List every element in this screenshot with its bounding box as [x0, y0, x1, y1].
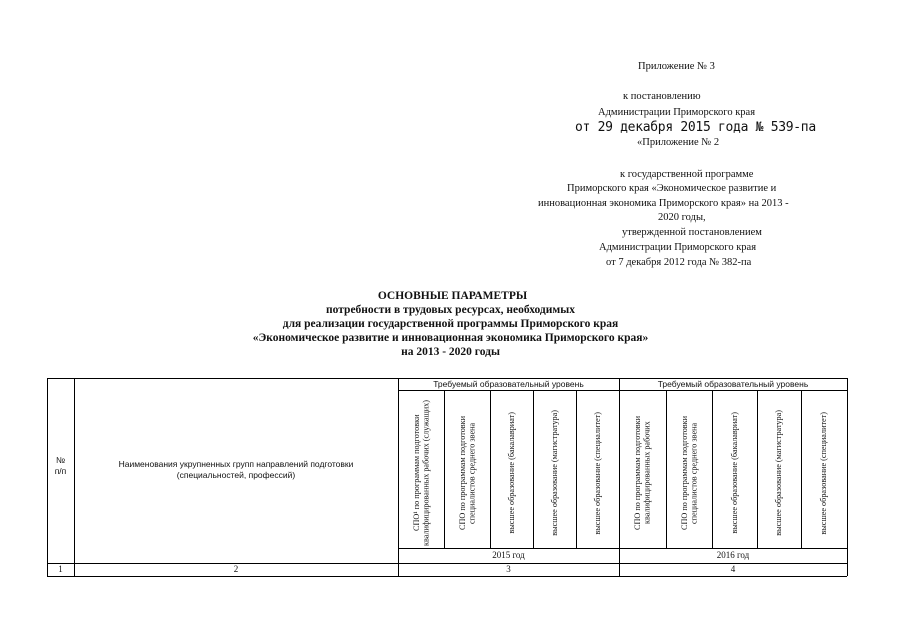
- group-header-2015: Требуемый образовательный уровень: [433, 379, 584, 389]
- level-header-2016: высшее образование (бакалавриат): [729, 412, 739, 534]
- year-2015: 2015 год: [492, 550, 525, 560]
- row-number: 1: [58, 564, 63, 574]
- to-program: к государственной программе: [620, 169, 754, 180]
- table-border-left: [47, 378, 48, 576]
- level-header-2015: высшее образование (специалитет): [592, 411, 602, 535]
- program-line-3: 2020 годы,: [658, 212, 706, 223]
- stamp-date: от 29 декабря 2015 года № 539-па: [575, 120, 816, 135]
- level-header-2016: высшее образование (специалитет): [819, 411, 829, 535]
- approved: утвержденной постановлением: [622, 227, 762, 238]
- appendix-number: Приложение № 3: [638, 61, 715, 72]
- title-line-5: на 2013 - 2020 годы: [401, 346, 500, 358]
- level-header-2015: высшее образование (бакалавриат): [506, 412, 516, 534]
- row-number: 4: [730, 564, 736, 574]
- year-2016: 2016 год: [716, 550, 750, 560]
- table-border-right: [847, 378, 848, 576]
- level-header-2016: СПО по программам подготовки специалистов среднего звена: [679, 416, 698, 531]
- title-line-2: потребности в трудовых ресурсах, необходимых: [326, 304, 575, 316]
- administration: Администрации Приморского края: [598, 107, 756, 118]
- title-line-4: «Экономическое развитие и инновационная экономика Приморского края»: [252, 332, 649, 344]
- row-number: 3: [506, 564, 511, 574]
- group-header-2016: Требуемый образовательный уровень: [657, 379, 809, 389]
- col-name-header: Наименования укрупненных групп направлений подготовки (специальностей, профессий): [118, 459, 354, 480]
- row-number: 2: [233, 564, 239, 574]
- to-resolution: к постановлению: [623, 91, 701, 102]
- table-rule: [398, 390, 847, 391]
- level-header-2016: СПО по программам подготовки квалифицированных рабочих: [633, 416, 652, 531]
- table-border-bottom: [47, 576, 847, 577]
- col-number-header: № п/п: [54, 455, 67, 476]
- appendix-2: «Приложение № 2: [637, 137, 720, 148]
- level-header-2015: СПО по программам подготовки специалистов среднего звена: [457, 416, 476, 531]
- level-header-2015: высшее образование (магистратура): [549, 410, 559, 536]
- program-line-2: инновационная экономика Приморского края» на 2013 -: [538, 198, 789, 209]
- date-2: от 7 декабря 2012 года № 382-па: [606, 257, 752, 268]
- title-line-3: для реализации государственной программы Приморского края: [282, 318, 619, 330]
- title-line-1: ОСНОВНЫЕ ПАРАМЕТРЫ: [377, 290, 528, 302]
- level-header-2016: высшее образование (магистратура): [774, 410, 784, 536]
- level-header-2015: СПО¹ по программам подготовки квалифицированных рабочих (служащих): [411, 400, 430, 546]
- program-line-1: Приморского края «Экономическое развитие и: [567, 183, 777, 194]
- administration-2: Администрации Приморского края: [599, 242, 757, 253]
